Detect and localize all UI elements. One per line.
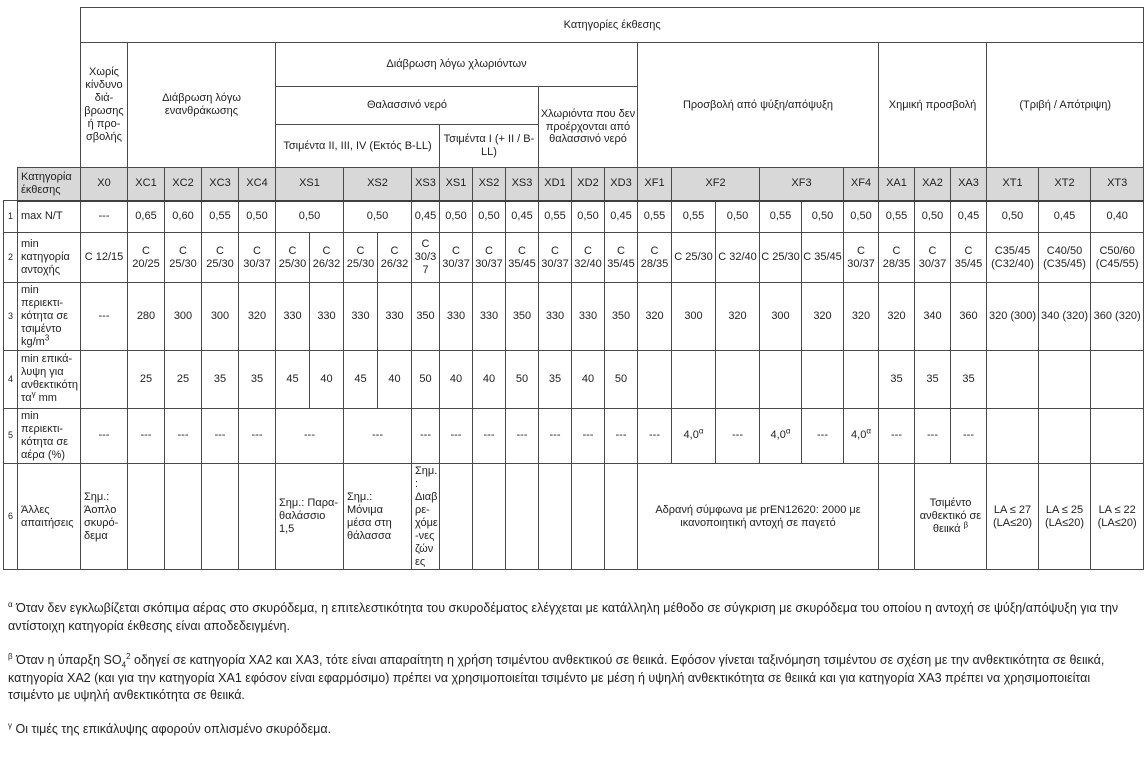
data-cell: --- (473, 408, 506, 463)
table-row (4, 463, 1144, 570)
data-cell: 300 (202, 283, 239, 351)
data-cell: 320 (716, 283, 760, 351)
data-cell: C 25/30 (202, 233, 239, 283)
data-cell: 40 (440, 350, 473, 408)
data-cell: 330 (378, 283, 412, 351)
category-XT1: XT1 (987, 168, 1039, 201)
data-cell: 50 (506, 350, 539, 408)
data-cell: 0,55 (879, 201, 915, 233)
group-chlorides: Διάβρωση λόγω χλωριόντων (276, 43, 638, 87)
data-cell: 280 (128, 283, 165, 351)
data-cell: 0,50 (844, 201, 879, 233)
data-cell: LA ≤ 27 (LA≤20) (987, 463, 1039, 570)
category-XC3: XC3 (202, 168, 239, 201)
data-cell: C 35/45 (951, 233, 987, 283)
data-cell: C35/45 (C32/40) (987, 233, 1039, 283)
data-cell: 360 (951, 283, 987, 351)
category-XF3: XF3 (760, 168, 844, 201)
category-XA2: XA2 (915, 168, 951, 201)
data-cell: 300 (672, 283, 716, 351)
data-cell: --- (81, 201, 128, 233)
data-cell: 0,50 (572, 201, 605, 233)
data-cell (440, 463, 473, 570)
data-cell: 40 (378, 350, 412, 408)
data-cell: 35 (539, 350, 572, 408)
row-label: min επικά-λυψη για ανθεκτικότητα$^\gamma$ mm (18, 350, 81, 408)
footnote-β: $^\beta$ Όταν η ύπαρξη $SO_4^2$ οδηγεί σε κατηγορία ΧΑ2 και ΧΑ3, τότε είναι απαραίτητη η χρήση τσιμέντου ανθεκτικού σε θειικά. Εφόσον γίνεται ταξινόμηση τσιμέντου σε σχέση με την ανθεκτικότητα σε θειικά, κατηγορία ΧΑ2 (και για την κατηγορία ΧΑ1 εφόσον είναι εφαρμόσιμο) πρέπει να χρησιμοποιείται τσιμέντο με μέση ή υψηλή ανθεκτικότητα σε θειικά και για κατηγορία ΧΑ3 πρέπει να χρησιμοποιείται τσιμέντο με υψηλή ανθεκτικότητα σε θειικά. (8, 651, 1105, 703)
category-XS1: XS1 (276, 168, 344, 201)
data-cell: --- (276, 408, 344, 463)
data-cell: C 32/40 (572, 233, 605, 283)
category-XD1: XD1 (539, 168, 572, 201)
category-XS3: XS3 (412, 168, 440, 201)
group-chemical: Χημική προσβολή (879, 43, 987, 168)
table-row (4, 408, 1144, 463)
corner-spacer (4, 8, 81, 168)
table-row (4, 350, 1144, 408)
data-cell: C 25/30 (276, 233, 310, 283)
data-cell (1091, 408, 1144, 463)
data-cell: --- (344, 408, 412, 463)
data-cell: --- (539, 408, 572, 463)
data-cell (760, 350, 802, 408)
data-cell: --- (128, 408, 165, 463)
data-cell: 340 (320) (1039, 283, 1091, 351)
category-X0: X0 (81, 168, 128, 201)
data-cell: 330 (276, 283, 310, 351)
data-cell: 0,50 (716, 201, 760, 233)
data-cell: Σημ.: Μόνιμα μέσα στη θάλασσα (344, 463, 412, 570)
row-label: min κατηγορία αντοχής (18, 233, 81, 283)
data-cell: 0,55 (539, 201, 572, 233)
data-cell (128, 463, 165, 570)
data-cell: 350 (605, 283, 638, 351)
table-title: Κατηγορίες έκθεσης (81, 8, 1144, 43)
header-row (4, 43, 1144, 87)
row-label: min περιεκτι-κότητα σε αέρα (%) (18, 408, 81, 463)
data-cell: C 30/37 (473, 233, 506, 283)
row-label: max N/T (18, 201, 81, 233)
data-cell: 0,65 (128, 201, 165, 233)
data-cell: --- (81, 283, 128, 351)
data-cell: 0,50 (473, 201, 506, 233)
data-cell: --- (412, 408, 440, 463)
data-cell: C40/50 (C35/45) (1039, 233, 1091, 283)
header-row (4, 168, 1144, 201)
data-cell: C 25/30 (344, 233, 378, 283)
category-XS1-cem1: XS1 (440, 168, 473, 201)
footnote-marker: α (8, 600, 13, 610)
data-cell: Σημ.: Άοπλο σκυρό-δεμα (81, 463, 128, 570)
data-cell: 35 (915, 350, 951, 408)
data-cell (638, 350, 672, 408)
data-cell: C 35/45 (605, 233, 638, 283)
data-cell: C 20/25 (128, 233, 165, 283)
data-cell: --- (605, 408, 638, 463)
data-cell: --- (165, 408, 202, 463)
data-cell: LA ≤ 22 (LA≤20) (1091, 463, 1144, 570)
data-cell: LA ≤ 25 (LA≤20) (1039, 463, 1091, 570)
data-cell: C 28/35 (879, 233, 915, 283)
data-cell: 0,45 (412, 201, 440, 233)
table-row (4, 283, 1144, 351)
data-cell (987, 408, 1039, 463)
group-no-risk: Χωρίς κίνδυνο διά-βρωσης ή προ-σβολής (81, 43, 128, 168)
data-cell: 0,50 (915, 201, 951, 233)
data-cell: 0,45 (605, 201, 638, 233)
row-number: 6 (4, 463, 18, 570)
row-number: 2 (4, 233, 18, 283)
data-cell: 320 (239, 283, 276, 351)
data-cell: C 25/30 (672, 233, 716, 283)
data-cell: 0,40 (1091, 201, 1144, 233)
data-cell: 0,55 (202, 201, 239, 233)
category-XD2: XD2 (572, 168, 605, 201)
footnote-marker: β (8, 651, 13, 661)
data-cell: --- (638, 408, 672, 463)
data-cell: $4,0^\alpha$ (672, 408, 716, 463)
data-cell (506, 463, 539, 570)
data-cell: $4,0^\alpha$ (760, 408, 802, 463)
data-cell: 0,50 (239, 201, 276, 233)
data-cell (987, 350, 1039, 408)
data-cell: 330 (440, 283, 473, 351)
group-chlorides-not-sea: Χλωριόντα που δεν προέρχονται από θαλασσινό νερό (539, 87, 638, 168)
data-cell: 40 (310, 350, 344, 408)
group-abrasion: (Τριβή / Απότριψη) (987, 43, 1144, 168)
data-cell: C 25/30 (165, 233, 202, 283)
category-XS3-cem1: XS3 (506, 168, 539, 201)
category-XT2: XT2 (1039, 168, 1091, 201)
data-cell: --- (202, 408, 239, 463)
data-cell: 350 (412, 283, 440, 351)
data-cell: 35 (879, 350, 915, 408)
data-cell: 0,55 (672, 201, 716, 233)
data-cell: 320 (844, 283, 879, 351)
data-cell: 0,45 (951, 201, 987, 233)
data-cell: 300 (165, 283, 202, 351)
data-cell: --- (440, 408, 473, 463)
category-XC1: XC1 (128, 168, 165, 201)
data-cell: 320 (879, 283, 915, 351)
data-cell: 40 (572, 350, 605, 408)
data-cell: --- (879, 408, 915, 463)
data-cell: 360 (320) (1091, 283, 1144, 351)
data-cell: C 25/30 (760, 233, 802, 283)
data-cell: 0,50 (440, 201, 473, 233)
data-cell: 0,45 (1039, 201, 1091, 233)
table-row (4, 233, 1144, 283)
category-XF1: XF1 (638, 168, 672, 201)
data-cell: 330 (310, 283, 344, 351)
category-XA3: XA3 (951, 168, 987, 201)
data-cell: 40 (473, 350, 506, 408)
category-XC2: XC2 (165, 168, 202, 201)
data-cell: --- (81, 408, 128, 463)
data-cell: Σημ.: Παρα-θαλάσσιο 1,5 (276, 463, 344, 570)
category-XS2: XS2 (344, 168, 412, 201)
data-cell: 320 (638, 283, 672, 351)
data-cell: C 30/37 (412, 233, 440, 283)
data-cell: C 30/37 (539, 233, 572, 283)
data-cell: 0,50 (802, 201, 844, 233)
data-cell: 35 (239, 350, 276, 408)
data-cell: Αδρανή σύμφωνα με prEN12620: 2000 με ικανοποιητική αντοχή σε παγετό (638, 463, 879, 570)
data-cell (165, 463, 202, 570)
data-cell: 0,50 (276, 201, 344, 233)
data-cell: 25 (128, 350, 165, 408)
data-cell (1039, 350, 1091, 408)
data-cell (239, 463, 276, 570)
category-XD3: XD3 (605, 168, 638, 201)
data-cell: --- (951, 408, 987, 463)
data-cell: 0,45 (506, 201, 539, 233)
data-cell: $4,0^\alpha$ (844, 408, 879, 463)
category-XS2-cem1: XS2 (473, 168, 506, 201)
data-cell: 35 (202, 350, 239, 408)
data-cell: C 26/32 (378, 233, 412, 283)
data-cell: 0,60 (165, 201, 202, 233)
data-cell: 25 (165, 350, 202, 408)
data-cell: 340 (915, 283, 951, 351)
data-cell: 35 (951, 350, 987, 408)
data-cell: 300 (760, 283, 802, 351)
category-XT3: XT3 (1091, 168, 1144, 201)
row-label: min περιεκτι-κότητα σε τσιμέντο $kg/m^3$ (18, 283, 81, 351)
data-cell: 45 (276, 350, 310, 408)
data-cell: 330 (572, 283, 605, 351)
data-cell: --- (716, 408, 760, 463)
header-row (4, 8, 1144, 43)
row-label: Άλλες απαιτήσεις (18, 463, 81, 570)
data-cell: --- (802, 408, 844, 463)
data-cell (81, 350, 128, 408)
data-cell (539, 463, 572, 570)
data-cell: 320 (300) (987, 283, 1039, 351)
row-number: 1 (4, 201, 18, 233)
data-cell: C 32/40 (716, 233, 760, 283)
data-cell: 50 (605, 350, 638, 408)
group-freeze-thaw: Προσβολή από ψύξη/απόψυξη (638, 43, 879, 168)
data-cell (879, 463, 915, 570)
data-cell: 350 (506, 283, 539, 351)
data-cell: C 26/32 (310, 233, 344, 283)
data-cell: 0,55 (638, 201, 672, 233)
data-cell: 0,55 (760, 201, 802, 233)
table-row (4, 201, 1144, 233)
data-cell: C 12/15 (81, 233, 128, 283)
data-cell: 50 (412, 350, 440, 408)
data-cell: --- (239, 408, 276, 463)
category-XF2: XF2 (672, 168, 760, 201)
data-cell (1091, 350, 1144, 408)
data-cell: --- (915, 408, 951, 463)
spacer (4, 168, 18, 201)
data-cell: 0,50 (344, 201, 412, 233)
data-cell (202, 463, 239, 570)
data-cell: --- (572, 408, 605, 463)
data-cell (844, 350, 879, 408)
group-cements-ii-iii-iv: Τσιμέντα II, III, IV (Εκτός B-LL) (276, 125, 440, 168)
exposure-category-label: Κατηγορία έκθεσης (18, 168, 81, 201)
data-cell: C 28/35 (638, 233, 672, 283)
data-cell: C 35/45 (802, 233, 844, 283)
data-cell: C 30/37 (844, 233, 879, 283)
row-number: 4 (4, 350, 18, 408)
data-cell (473, 463, 506, 570)
data-cell (802, 350, 844, 408)
data-cell (716, 350, 760, 408)
exposure-categories-table (3, 7, 1144, 570)
row-number: 3 (4, 283, 18, 351)
data-cell (605, 463, 638, 570)
data-cell (572, 463, 605, 570)
data-cell: Τσιμέντο ανθεκτικό σε θειικά $^\beta$ (915, 463, 987, 570)
group-cements-i: Τσιμέντα I (+ II / B-LL) (440, 125, 539, 168)
data-cell: C50/60 (C45/55) (1091, 233, 1144, 283)
data-cell: 330 (473, 283, 506, 351)
data-cell: C 30/37 (239, 233, 276, 283)
data-cell (672, 350, 716, 408)
footnote-marker: γ (8, 721, 12, 731)
data-cell: 330 (539, 283, 572, 351)
data-cell: C 30/37 (440, 233, 473, 283)
data-cell: C 30/37 (915, 233, 951, 283)
data-cell (1039, 408, 1091, 463)
footnotes (3, 600, 1144, 739)
data-cell: 330 (344, 283, 378, 351)
data-cell: 320 (802, 283, 844, 351)
data-cell: --- (506, 408, 539, 463)
group-sea-water: Θαλασσινό νερό (276, 87, 539, 125)
group-carbonation: Διάβρωση λόγω ενανθράκωσης (128, 43, 276, 168)
category-XA1: XA1 (879, 168, 915, 201)
data-cell: 45 (344, 350, 378, 408)
category-XF4: XF4 (844, 168, 879, 201)
category-XC4: XC4 (239, 168, 276, 201)
data-cell: C 35/45 (506, 233, 539, 283)
footnote-α: $^\alpha$ Όταν δεν εγκλωβίζεται σκόπιμα αέρας στο σκυρόδεμα, η επιτελεστικότητα του σκυροδέματος ελέγχεται με κατάλληλη μέθοδο σε σύγκριση με σκυρόδεμα του οποίου η αντοχή σε ψύξη/απόψυξη για την αντίστοιχη κατηγορία έκθεσης είναι αποδεδειγμένη. (8, 600, 1119, 634)
data-cell: Σημ.: Διαβρε-χόμε-νες ζώνες (412, 463, 440, 570)
footnote-γ: $^\gamma$ Οι τιμές της επικάλυψης αφορούν οπλισμένο σκυρόδεμα. (8, 721, 332, 737)
data-cell: 0,50 (987, 201, 1039, 233)
row-number: 5 (4, 408, 18, 463)
